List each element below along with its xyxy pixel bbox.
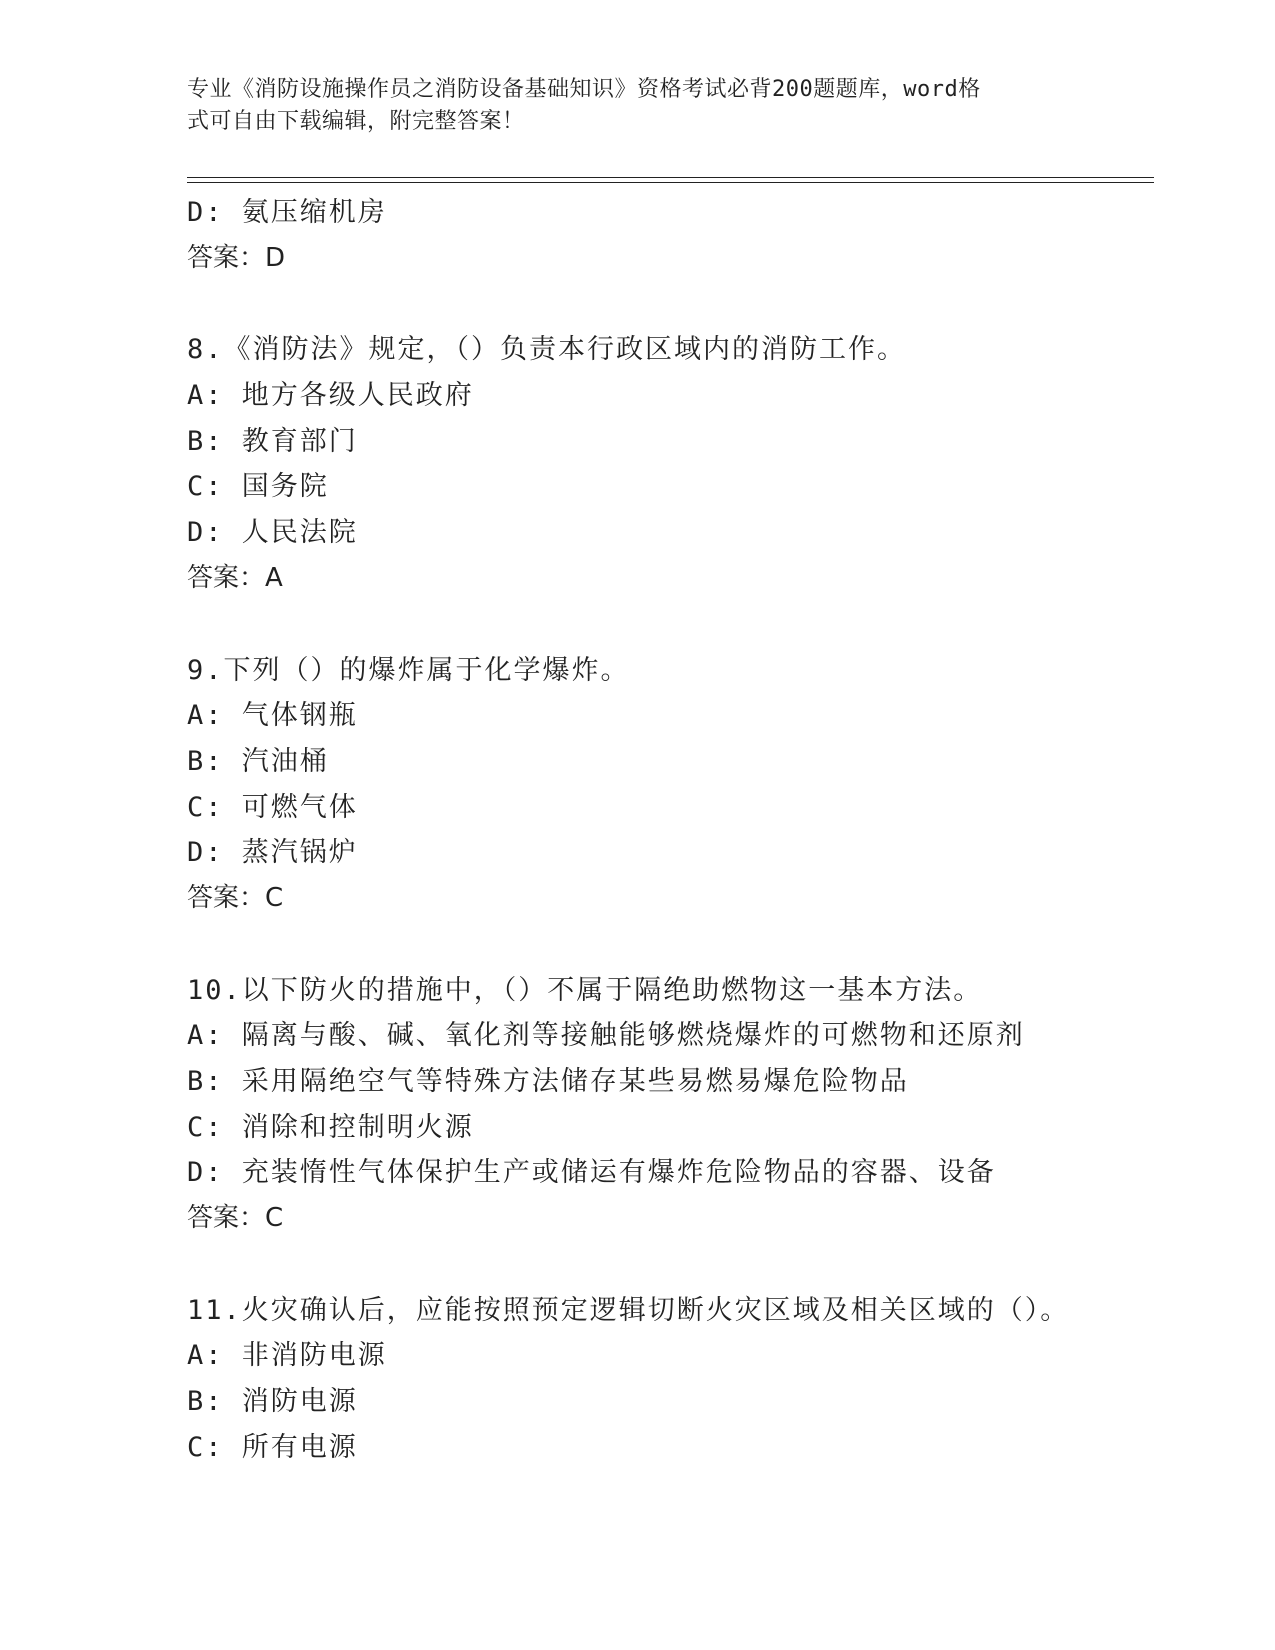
option-d: D: 人民法院	[187, 517, 358, 549]
header-divider-bottom	[187, 182, 1154, 183]
question-text: 10.以下防火的措施中，（）不属于隔绝助燃物这一基本方法。	[187, 974, 983, 1006]
option-d: D: 蒸汽锅炉	[187, 837, 358, 869]
question-text: 8.《消防法》规定，（）负责本行政区域内的消防工作。	[187, 334, 907, 366]
option-d: D: 氨压缩机房	[187, 197, 387, 228]
spacer	[187, 281, 1147, 327]
question-block-11	[187, 1288, 1147, 1471]
option-c: C: 消除和控制明火源	[187, 1111, 474, 1143]
option-c: C: 可燃气体	[187, 791, 358, 823]
option-a: A: 地方各级人民政府	[187, 380, 474, 412]
option-b: B: 消防电源	[187, 1386, 358, 1418]
option-b: B: 教育部门	[187, 425, 358, 457]
question-text: 11.火灾确认后，应能按照预定逻辑切断火灾区域及相关区域的（）。	[187, 1294, 1070, 1326]
question-list	[187, 190, 1147, 1471]
question-block-10	[187, 968, 1147, 1242]
option-b: B: 汽油桶	[187, 745, 329, 777]
header-line-1: 专业《消防设施操作员之消防设备基础知识》资格考试必背200题题库，word格	[187, 77, 981, 102]
option-b: B: 采用隔绝空气等特殊方法储存某些易燃易爆危险物品	[187, 1066, 909, 1097]
header-line-2: 式可自由下载编辑，附完整答案！	[187, 109, 525, 134]
question-block-8	[187, 327, 1147, 601]
option-c: C: 国务院	[187, 471, 329, 503]
spacer	[187, 1242, 1147, 1288]
option-c: C: 所有电源	[187, 1431, 358, 1463]
answer-line: 答案：C	[187, 1203, 284, 1234]
spacer	[187, 602, 1147, 648]
option-a: A: 气体钢瓶	[187, 700, 358, 732]
spacer	[187, 922, 1147, 968]
header-divider-top	[187, 177, 1154, 178]
question-text: 9.下列（）的爆炸属于化学爆炸。	[187, 654, 630, 686]
option-a: A: 非消防电源	[187, 1340, 387, 1372]
answer-line: 答案：A	[187, 562, 283, 593]
answer-line: 答案：C	[187, 882, 284, 913]
option-a: A: 隔离与酸、碱、氧化剂等接触能够燃烧爆炸的可燃物和还原剂	[187, 1020, 1025, 1052]
question-block-7-tail	[187, 190, 1147, 281]
option-d: D: 充装惰性气体保护生产或储运有爆炸危险物品的容器、设备	[187, 1157, 996, 1189]
answer-line: 答案：D	[187, 242, 286, 273]
question-block-9	[187, 648, 1147, 922]
document-header	[187, 74, 1067, 138]
